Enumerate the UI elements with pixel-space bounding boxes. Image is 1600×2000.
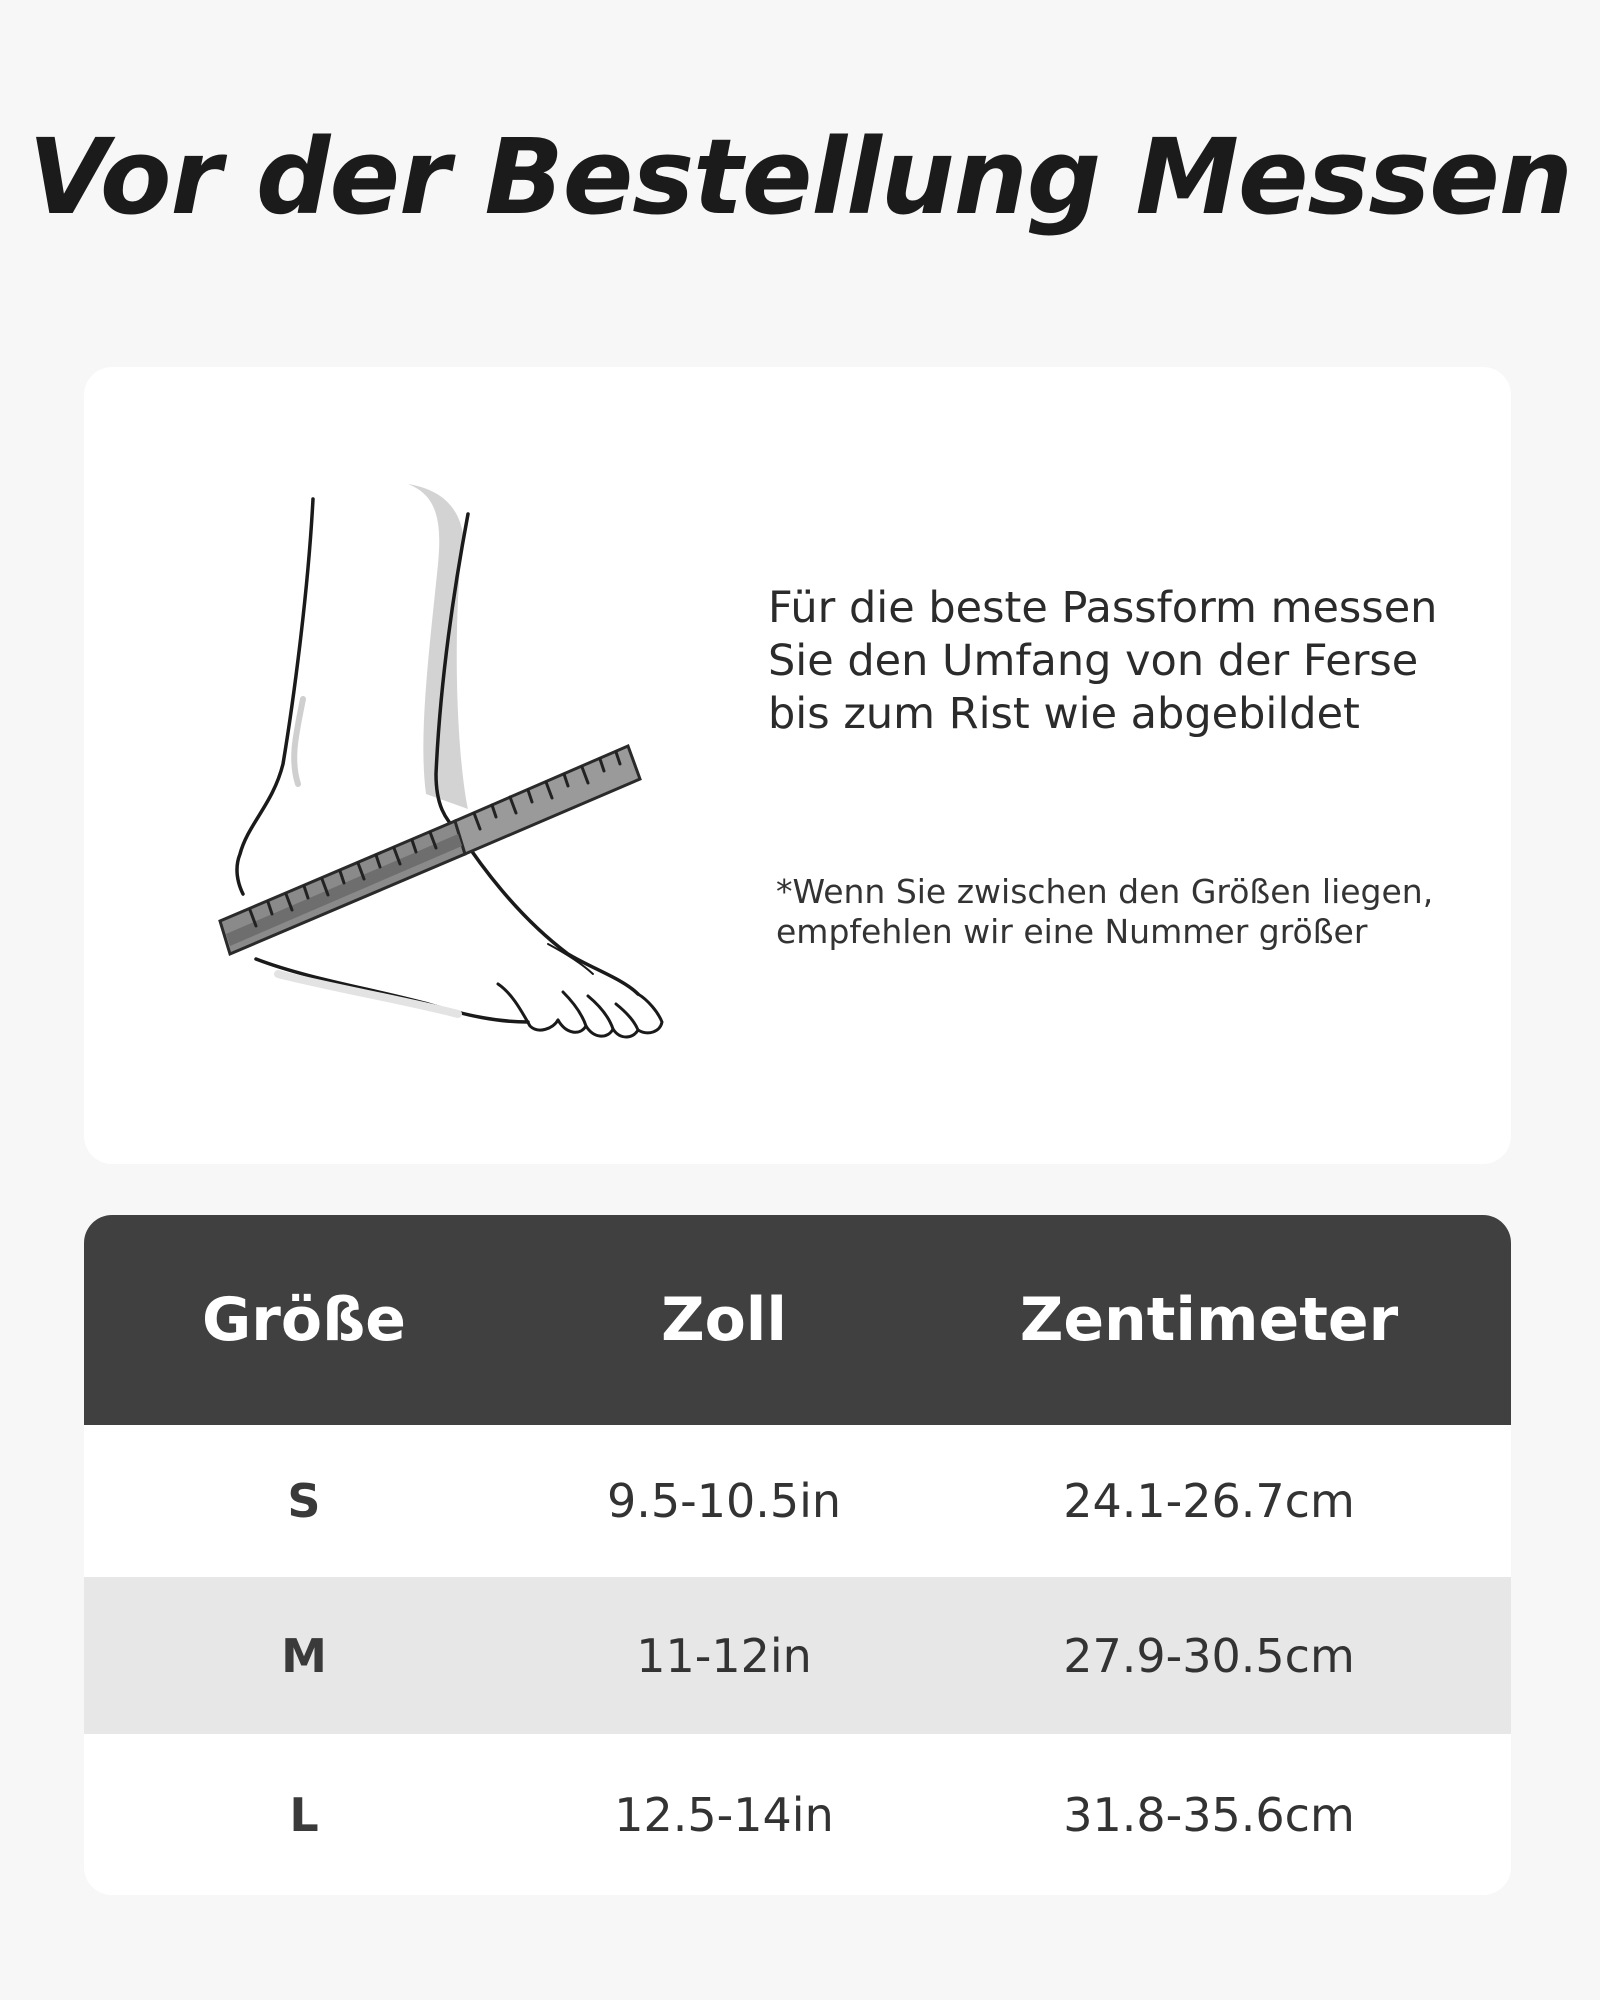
measurement-card — [84, 367, 1511, 1164]
table-header-row — [84, 1215, 1511, 1425]
size-recommendation-note: *Wenn Sie zwischen den Größen liegen, empfehlen wir eine Nummer größer — [776, 872, 1434, 951]
inches-value: 9.5-10.5in — [606, 1474, 842, 1528]
measurement-instruction: Für die beste Passform messen Sie den Umfang von der Ferse bis zum Rist wie abgebildet — [768, 583, 1438, 739]
header-inches: Zoll — [661, 1285, 787, 1355]
header-size: Größe — [202, 1285, 406, 1355]
centimeters-value: 27.9-30.5cm — [1063, 1628, 1355, 1683]
table-row — [84, 1577, 1511, 1734]
size-label: L — [289, 1787, 319, 1842]
size-label: S — [287, 1474, 321, 1528]
table-row — [84, 1425, 1511, 1577]
inches-value: 12.5-14in — [614, 1787, 834, 1842]
table-row — [84, 1734, 1511, 1895]
header-centimeters: Zentimeter — [1019, 1285, 1399, 1355]
foot-with-measuring-tape-icon — [168, 474, 768, 1094]
inches-value: 11-12in — [636, 1628, 812, 1683]
page-title: Vor der Bestellung Messen — [28, 116, 1572, 238]
size-chart-table — [84, 1215, 1511, 1895]
size-label: M — [281, 1628, 327, 1683]
centimeters-value: 24.1-26.7cm — [1063, 1474, 1355, 1528]
centimeters-value: 31.8-35.6cm — [1063, 1787, 1355, 1842]
